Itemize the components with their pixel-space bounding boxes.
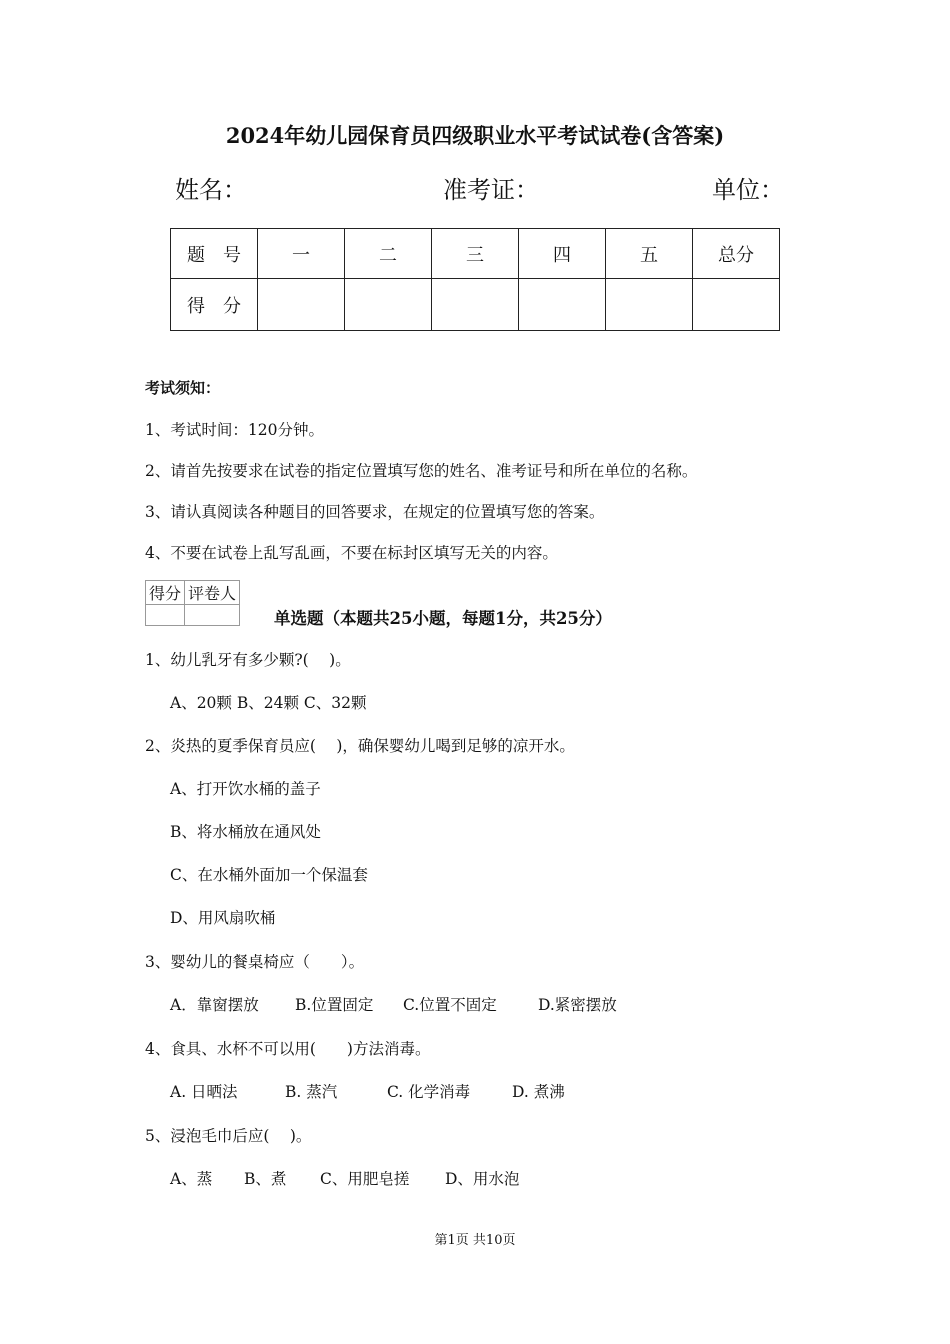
question-stem: 5、浸泡毛巾后应( )。 [145, 1127, 312, 1145]
question-option-row [170, 993, 617, 1015]
page-footer: 第1页 共10页 [434, 1233, 516, 1248]
question-option: A. 日晒法 [170, 1083, 238, 1101]
question-option: C. 化学消毒 [387, 1083, 471, 1101]
question-option: B、煮 [244, 1170, 287, 1188]
grader-score-cell [146, 605, 185, 626]
unit-field-label: 单位： [712, 176, 784, 204]
score-cell [606, 279, 693, 331]
question-option: D. 煮沸 [512, 1083, 565, 1101]
question-stem: 2、炎热的夏季保育员应( )，确保婴幼儿喝到足够的凉开水。 [145, 737, 575, 755]
notice-item: 1、考试时间：120分钟。 [145, 421, 324, 439]
question-option: D、用水泡 [445, 1170, 520, 1188]
question-option: C、在水桶外面加一个保温套 [170, 866, 368, 884]
question-option-row [170, 1167, 519, 1189]
document-title: 2024年幼儿园保育员四级职业水平考试试卷(含答案) [225, 123, 725, 148]
question-option: C、用肥皂搓 [320, 1170, 410, 1188]
question-stem: 1、幼儿乳牙有多少颗?( )。 [145, 651, 351, 669]
grader-reviewer-cell [185, 605, 240, 626]
score-header-cell: 一 [258, 229, 345, 279]
score-header-cell: 五 [606, 229, 693, 279]
name-field-label: 姓名： [175, 176, 247, 204]
question-option: B、将水桶放在通风处 [170, 823, 321, 841]
grader-box [145, 580, 240, 626]
score-cell [345, 279, 432, 331]
score-header-cell: 四 [519, 229, 606, 279]
score-cell [693, 279, 780, 331]
score-header-cell: 总分 [693, 229, 780, 279]
score-header-cell: 二 [345, 229, 432, 279]
score-table-header-row [171, 229, 780, 279]
exam-id-field-label: 准考证： [443, 176, 539, 204]
notice-heading: 考试须知： [145, 379, 221, 397]
question-option-row [170, 1080, 565, 1102]
notice-item: 3、请认真阅读各种题目的回答要求，在规定的位置填写您的答案。 [145, 503, 605, 521]
score-row-label: 得 分 [171, 279, 258, 331]
question-option: A．靠窗摆放 [170, 996, 259, 1014]
question-option: D.紧密摆放 [538, 996, 617, 1014]
question-option: A、20颗 B、24颗 C、32颗 [170, 694, 367, 712]
question-option: B. 蒸汽 [285, 1083, 338, 1101]
score-cell [519, 279, 606, 331]
score-table-score-row [171, 279, 780, 331]
question-option: C.位置不固定 [403, 996, 497, 1014]
question-stem: 4、食具、水杯不可以用( )方法消毒。 [145, 1040, 431, 1058]
score-table [170, 228, 780, 331]
notice-item: 2、请首先按要求在试卷的指定位置填写您的姓名、准考证号和所在单位的名称。 [145, 462, 698, 480]
question-option: B.位置固定 [295, 996, 374, 1014]
question-option: D、用风扇吹桶 [170, 909, 276, 927]
question-option: A、蒸 [170, 1170, 213, 1188]
notice-item: 4、不要在试卷上乱写乱画，不要在标封区填写无关的内容。 [145, 544, 558, 562]
score-cell [258, 279, 345, 331]
grader-reviewer-label: 评卷人 [185, 581, 240, 605]
question-option: A、打开饮水桶的盖子 [170, 780, 321, 798]
section-title: 单选题（本题共25小题，每题1分，共25分） [274, 609, 612, 628]
score-header-cell: 题 号 [171, 229, 258, 279]
score-cell [432, 279, 519, 331]
question-stem: 3、婴幼儿的餐桌椅应（ ）。 [145, 953, 365, 971]
score-header-cell: 三 [432, 229, 519, 279]
grader-score-label: 得分 [146, 581, 185, 605]
